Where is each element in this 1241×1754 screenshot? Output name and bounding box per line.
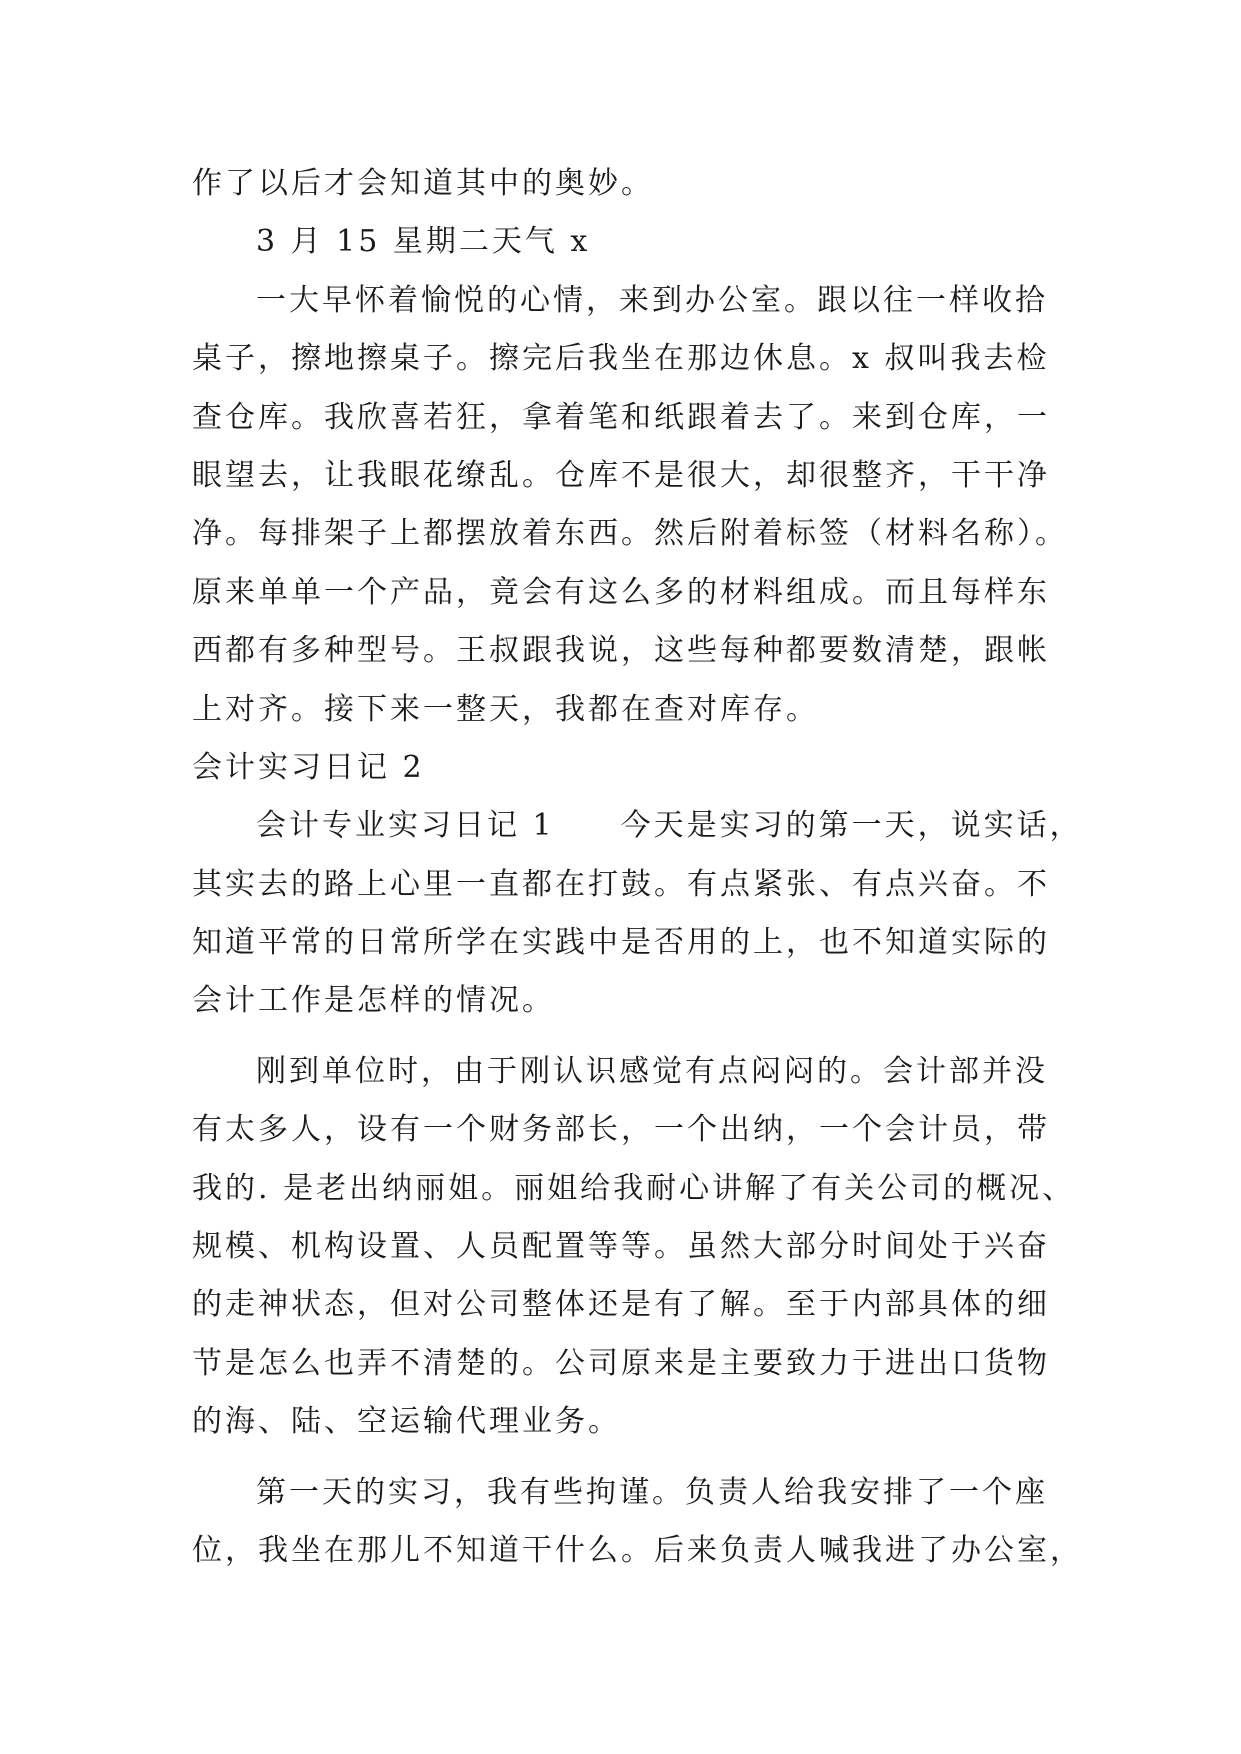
text-line: 节是怎么也弄不清楚的。公司原来是主要致力于进出口货物 xyxy=(192,1345,1050,1381)
text-line: 位，我坐在那儿不知道干什么。后来负责人喊我进了办公室， xyxy=(192,1532,1083,1568)
text-line: 刚到单位时，由于刚认识感觉有点闷闷的。会计部并没 xyxy=(256,1053,1048,1089)
text-line: 西都有多种型号。王叔跟我说，这些每种都要数清楚，跟帐 xyxy=(192,633,1050,669)
text-line: 桌子，擦地擦桌子。擦完后我坐在那边休息。x 叔叫我去检 xyxy=(192,341,1050,377)
text-line: 有太多人，设有一个财务部长，一个出纳，一个会计员，带 xyxy=(192,1112,1050,1148)
diary-date-line: 3 月 15 星期二天气 x xyxy=(256,224,591,260)
text-line: 的走神状态，但对公司整体还是有了解。至于内部具体的细 xyxy=(192,1287,1050,1323)
text-line: 一大早怀着愉悦的心情，来到办公室。跟以往一样收拾 xyxy=(256,282,1048,318)
text-line: 会计专业实习日记 1 今天是实习的第一天，说实话， xyxy=(256,808,1083,844)
text-line: 上对齐。接下来一整天，我都在查对库存。 xyxy=(192,691,819,727)
section-heading: 会计实习日记 2 xyxy=(192,749,425,785)
text-line: 净。每排架子上都摆放着东西。然后附着标签（材料名称）。 xyxy=(192,516,1068,552)
text-line: 知道平常的日常所学在实践中是否用的上，也不知道实际的 xyxy=(192,925,1050,961)
text-line: 查仓库。我欣喜若狂，拿着笔和纸跟着去了。来到仓库，一 xyxy=(192,399,1050,435)
text-line: 规模、机构设置、人员配置等等。虽然大部分时间处于兴奋 xyxy=(192,1229,1050,1265)
text-line: 我的. 是老出纳丽姐。丽姐给我耐心讲解了有关公司的概况、 xyxy=(192,1170,1076,1206)
text-line: 的海、陆、空运输代理业务。 xyxy=(192,1404,621,1440)
text-line: 作了以后才会知道其中的奥妙。 xyxy=(192,166,654,201)
text-line: 其实去的路上心里一直都在打鼓。有点紧张、有点兴奋。不 xyxy=(192,866,1050,902)
text-line: 第一天的实习，我有些拘谨。负责人给我安排了一个座 xyxy=(256,1474,1048,1510)
text-line: 会计工作是怎样的情况。 xyxy=(192,983,555,1019)
text-line: 原来单单一个产品，竟会有这么多的材料组成。而且每样东 xyxy=(192,574,1050,610)
text-line: 眼望去，让我眼花缭乱。仓库不是很大，却很整齐，干干净 xyxy=(192,457,1050,493)
document-body xyxy=(192,155,1083,1580)
